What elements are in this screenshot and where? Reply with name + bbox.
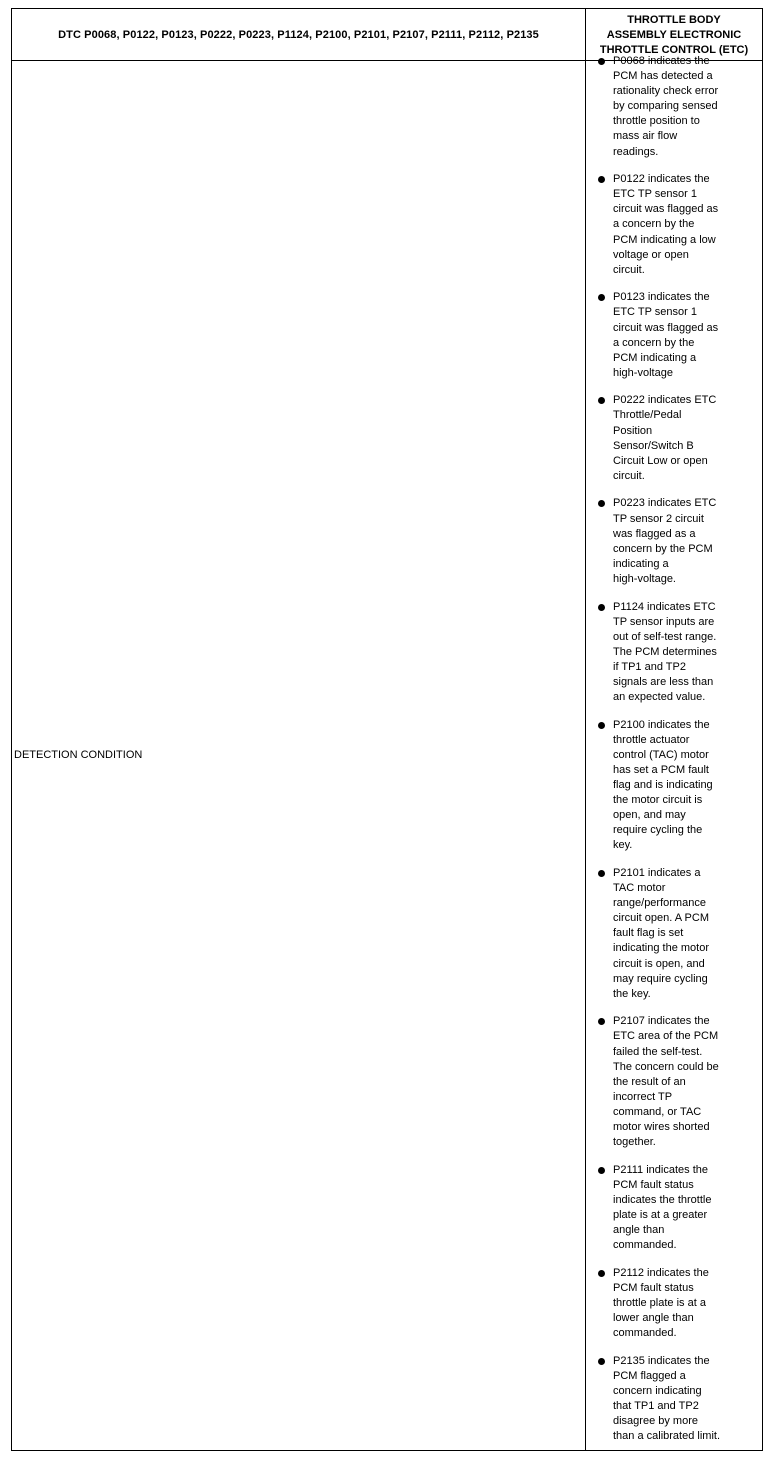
list-item-line: by comparing sensed bbox=[613, 100, 718, 113]
detection-condition-label: DETECTION CONDITION bbox=[14, 749, 143, 761]
list-item-line: command, or TAC bbox=[613, 1105, 702, 1118]
list-item-line: concern by the PCM bbox=[613, 542, 713, 555]
list-item-text bbox=[613, 496, 751, 587]
list-item-line: rationality check error bbox=[613, 85, 719, 98]
list-item bbox=[593, 1266, 751, 1341]
list-item-line: readings. bbox=[613, 145, 659, 158]
list-item-line: TAC motor bbox=[613, 882, 666, 895]
list-item-line: indicating a bbox=[613, 557, 669, 570]
bullet-icon bbox=[598, 1358, 605, 1365]
list-item-line: fault flag is set bbox=[613, 927, 684, 940]
bullet-icon bbox=[598, 1018, 605, 1025]
list-item-line: P0123 indicates the bbox=[613, 291, 710, 304]
list-item-line: has set a PCM fault bbox=[613, 763, 709, 776]
list-item-line: together. bbox=[613, 1136, 656, 1149]
bullet-icon bbox=[598, 1270, 605, 1277]
list-item-text bbox=[613, 54, 751, 160]
list-item-line: incorrect TP bbox=[613, 1090, 673, 1103]
list-item-line: PCM indicating a low bbox=[613, 233, 716, 246]
list-item-line: P1124 indicates ETC bbox=[613, 600, 716, 613]
list-item-line: the key. bbox=[613, 987, 651, 1000]
list-item-line: indicating the motor bbox=[613, 942, 709, 955]
list-item bbox=[593, 600, 751, 706]
list-item-text bbox=[613, 866, 751, 1002]
list-item-line: circuit was flagged as bbox=[613, 203, 719, 216]
list-item-line: commanded. bbox=[613, 1327, 677, 1340]
list-item-line: high-voltage bbox=[613, 366, 673, 379]
list-item-line: out of self-test range. bbox=[613, 630, 717, 643]
list-item-line: ETC TP sensor 1 bbox=[613, 188, 697, 201]
list-item-line: high-voltage. bbox=[613, 572, 676, 585]
list-item-line: mass air flow bbox=[613, 130, 678, 143]
component-header-line: THROTTLE CONTROL (ETC) bbox=[599, 43, 749, 56]
list-item-text bbox=[613, 1163, 751, 1254]
list-item-line: circuit is open, and bbox=[613, 957, 705, 970]
list-item-line: circuit. bbox=[613, 469, 645, 482]
list-item-line: key. bbox=[613, 839, 633, 852]
list-item-line: Sensor/Switch B bbox=[613, 439, 694, 452]
list-item bbox=[593, 718, 751, 854]
list-item-line: throttle position to bbox=[613, 115, 700, 128]
list-item-line: require cycling the bbox=[613, 824, 703, 837]
list-item-line: the motor circuit is bbox=[613, 794, 703, 807]
list-item-line: circuit open. A PCM bbox=[613, 912, 709, 925]
list-item-line: voltage or open bbox=[613, 248, 689, 261]
list-item-line: open, and may bbox=[613, 809, 686, 822]
list-item-line: commanded. bbox=[613, 1239, 677, 1252]
list-item-text bbox=[613, 600, 751, 706]
bullet-icon bbox=[598, 58, 605, 65]
list-item-line: that TP1 and TP2 bbox=[613, 1400, 699, 1412]
component-header-line: THROTTLE BODY bbox=[627, 13, 721, 26]
list-item-line: The PCM determines bbox=[613, 645, 717, 658]
bullet-icon bbox=[598, 397, 605, 404]
list-item-line: P2107 indicates the bbox=[613, 1015, 710, 1028]
list-item-line: a concern by the bbox=[613, 336, 695, 349]
list-item-line: failed the self-test. bbox=[613, 1045, 703, 1058]
list-item-line: P2112 indicates the bbox=[613, 1266, 709, 1279]
list-item bbox=[593, 290, 751, 381]
list-item bbox=[593, 172, 751, 278]
list-item-line: range/performance bbox=[613, 897, 706, 910]
list-item-line: Throttle/Pedal bbox=[613, 409, 682, 422]
list-item-line: ETC area of the PCM bbox=[613, 1030, 719, 1043]
list-item-line: lower angle than bbox=[613, 1312, 694, 1325]
list-item-text bbox=[613, 172, 751, 278]
bullet-icon bbox=[598, 500, 605, 507]
list-item-line: TP sensor 2 circuit bbox=[613, 512, 704, 525]
list-item-line: than a calibrated limit. bbox=[613, 1430, 720, 1443]
list-item-line: TP sensor inputs are bbox=[613, 615, 715, 628]
bullet-icon bbox=[598, 722, 605, 729]
list-item-line: throttle plate is at a bbox=[613, 1296, 706, 1309]
list-item-line: PCM fault status bbox=[613, 1281, 694, 1294]
bullet-icon bbox=[598, 604, 605, 611]
list-item-line: angle than bbox=[613, 1224, 665, 1237]
list-item-line: disagree by more bbox=[613, 1415, 698, 1428]
component-header bbox=[586, 10, 762, 60]
list-item-line: PCM flagged a bbox=[613, 1369, 686, 1382]
detection-condition-list bbox=[593, 54, 751, 1457]
list-item-text bbox=[613, 1014, 751, 1150]
list-item bbox=[593, 866, 751, 1002]
list-item-line: circuit was flagged as bbox=[613, 321, 719, 334]
list-item-line: indicates the throttle bbox=[613, 1193, 712, 1206]
list-item-line: P2101 indicates a bbox=[613, 867, 701, 879]
list-item-line: signals are less than bbox=[613, 675, 714, 688]
list-item-line: P2111 indicates the bbox=[613, 1163, 708, 1176]
bullet-icon bbox=[598, 870, 605, 877]
bullet-icon bbox=[598, 176, 605, 183]
list-item-line: P0068 indicates the bbox=[613, 55, 710, 67]
list-item-line: control (TAC) motor bbox=[613, 748, 709, 761]
list-item-line: PCM fault status bbox=[613, 1178, 694, 1191]
list-item-line: P0222 indicates ETC bbox=[613, 394, 717, 407]
list-item-line: the result of an bbox=[613, 1075, 686, 1088]
list-item-line: PCM has detected a bbox=[613, 70, 713, 83]
list-item-line: was flagged as a bbox=[613, 527, 696, 540]
list-item bbox=[593, 1163, 751, 1254]
column-divider bbox=[585, 9, 586, 1450]
list-item-line: P2100 indicates the bbox=[613, 718, 710, 731]
list-item-line: plate is at a greater bbox=[613, 1208, 708, 1221]
list-item-text bbox=[613, 1266, 751, 1341]
list-item-line: PCM indicating a bbox=[613, 351, 697, 364]
list-item-line: concern indicating bbox=[613, 1384, 702, 1397]
list-item-line: ETC TP sensor 1 bbox=[613, 306, 697, 319]
list-item-line: P2135 indicates the bbox=[613, 1354, 710, 1367]
list-item-line: The concern could be bbox=[613, 1060, 719, 1073]
list-item bbox=[593, 1014, 751, 1150]
list-item-line: P0223 indicates ETC bbox=[613, 497, 717, 510]
list-item-text bbox=[613, 718, 751, 854]
list-item-line: if TP1 and TP2 bbox=[613, 660, 686, 673]
list-item bbox=[593, 496, 751, 587]
list-item-text bbox=[613, 393, 751, 484]
bullet-icon bbox=[598, 294, 605, 301]
list-item-line: Position bbox=[613, 424, 653, 437]
list-item-line: P0122 indicates the bbox=[613, 173, 710, 186]
list-item-line: may require cycling bbox=[613, 972, 708, 985]
bullet-icon bbox=[598, 1167, 605, 1174]
component-header-line: ASSEMBLY ELECTRONIC bbox=[606, 28, 742, 41]
list-item-text bbox=[613, 1354, 751, 1445]
list-item-line: circuit. bbox=[613, 263, 645, 276]
list-item-line: Circuit Low or open bbox=[613, 454, 708, 467]
list-item-line: motor wires shorted bbox=[613, 1121, 710, 1133]
list-item-text bbox=[613, 290, 751, 381]
list-item bbox=[593, 1354, 751, 1445]
list-item bbox=[593, 393, 751, 484]
list-item bbox=[593, 54, 751, 160]
list-item-line: flag and is indicating bbox=[613, 779, 713, 792]
list-item-line: throttle actuator bbox=[613, 733, 690, 746]
list-item-line: a concern by the bbox=[613, 218, 695, 231]
dtc-codes-header: DTC P0068, P0122, P0123, P0222, P0223, P1124, P2100, P2101, P2107, P2111, P2112, P2135 bbox=[58, 28, 539, 41]
list-item-line: an expected value. bbox=[613, 691, 706, 704]
